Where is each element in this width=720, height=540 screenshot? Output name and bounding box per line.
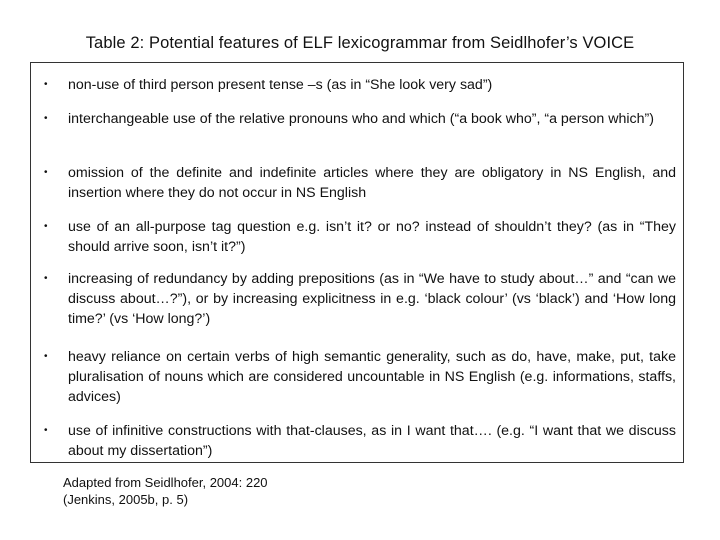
- feature-text: use of infinitive constructions with that-clauses, as in I want that…. (e.g. “I want that we discuss about my dissertation”): [68, 423, 676, 459]
- feature-text: increasing of redundancy by adding prepositions (as in “We have to study about…” and “can we discuss about…?”), or by increasing explicitness in e.g. ‘black colour’ (vs ‘black’) and ‘How long time?’ (vs ‘How long?’): [68, 271, 676, 327]
- bullet-icon: •: [44, 221, 48, 232]
- source-citation: [63, 474, 268, 508]
- bullet-icon: •: [44, 351, 48, 362]
- feature-text: use of an all-purpose tag question e.g. isn’t it? or no? instead of shouldn’t they? (as in “They should arrive soon, isn’t it?”): [68, 219, 676, 255]
- source-line-1: Adapted from Seidlhofer, 2004: 220: [63, 475, 268, 490]
- bullet-icon: •: [44, 273, 48, 284]
- feature-text: non-use of third person present tense –s (as in “She look very sad”): [68, 77, 493, 93]
- bullet-icon: •: [44, 79, 48, 90]
- bullet-icon: •: [44, 425, 48, 436]
- table-title: Table 2: Potential features of ELF lexicogrammar from Seidlhofer’s VOICE: [85, 34, 635, 52]
- features-box: [30, 62, 684, 463]
- feature-text: omission of the definite and indefinite articles where they are obligatory in NS English, and insertion where they do not occur in NS English: [68, 165, 676, 201]
- bullet-icon: •: [44, 113, 48, 124]
- source-line-2: (Jenkins, 2005b, p. 5): [63, 492, 189, 507]
- feature-text: heavy reliance on certain verbs of high semantic generality, such as do, have, make, put, take pluralisation of nouns which are considered uncountable in NS English (e.g. informations, staffs, advices): [68, 349, 676, 405]
- bullet-icon: •: [44, 167, 48, 178]
- feature-text: interchangeable use of the relative pronouns who and which (“a book who”, “a person which”): [68, 111, 654, 127]
